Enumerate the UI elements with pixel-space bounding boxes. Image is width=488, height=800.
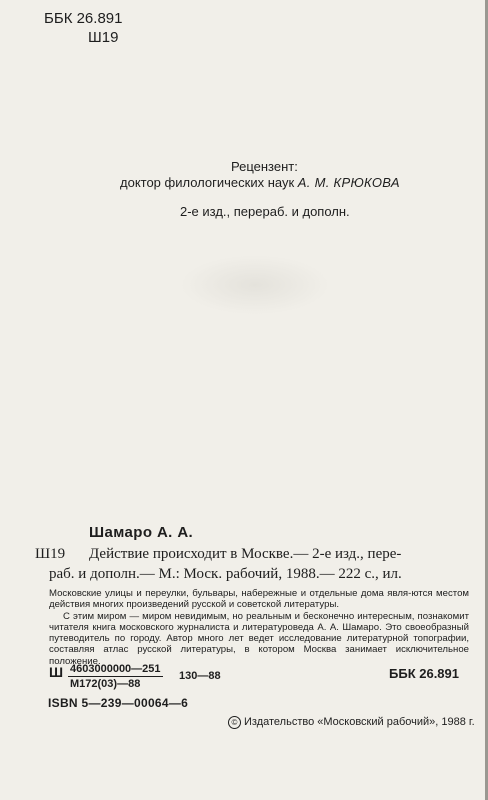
index-suffix: 130—88 bbox=[179, 670, 221, 682]
reviewer-line bbox=[120, 175, 400, 190]
annotation-paragraph: Московские улицы и переулки, бульвары, набережные и отдельные дома явля-ются местом действия многих произведений русской и советской литературы. bbox=[49, 588, 469, 611]
index-letter: Ш bbox=[49, 664, 64, 680]
card-annotation bbox=[49, 588, 469, 667]
card-bbk: ББК 26.891 bbox=[389, 666, 459, 681]
card-catalog-code: Ш19 bbox=[35, 546, 66, 562]
index-denominator: М172(03)—88 bbox=[70, 678, 141, 690]
edition-note: 2-е изд., перераб. и дополн. bbox=[180, 204, 350, 219]
bbk-classification: ББК 26.891 bbox=[44, 10, 123, 27]
card-author: Шамаро А. А. bbox=[89, 524, 194, 541]
index-numerator: 4603000000—251 bbox=[70, 663, 161, 675]
show-through-smudge bbox=[180, 255, 330, 315]
reviewer-name: А. М. КРЮКОВА bbox=[297, 175, 400, 190]
card-title-line-2: раб. и дополн.— М.: Моск. рабочий, 1988.— 222 с., ил. bbox=[49, 566, 402, 582]
catalog-code: Ш19 bbox=[88, 29, 119, 46]
annotation-paragraph: С этим миром — миром невидимым, но реальным и бесконечно интересным, познакомит читателя книга московского журналиста и литературоведа А. А. Шамаро. Это своеобразный путеводитель по городу. Автор много лет ведет исследование литературной топографии, составляя атлас русской литературы, в котором Москва занимает исключительное положение. bbox=[49, 610, 469, 667]
reviewer-degree: доктор филологических наук bbox=[120, 175, 295, 190]
reviewer-label: Рецензент: bbox=[231, 159, 298, 174]
isbn: ISBN 5—239—00064—6 bbox=[48, 696, 189, 710]
copyright-icon: © bbox=[228, 716, 241, 729]
index-fraction bbox=[68, 663, 163, 690]
card-title-line-1: Действие происходит в Москве.— 2-е изд., пере- bbox=[89, 546, 402, 562]
copyright-text: Издательство «Московский рабочий», 1988 г. bbox=[244, 716, 475, 728]
